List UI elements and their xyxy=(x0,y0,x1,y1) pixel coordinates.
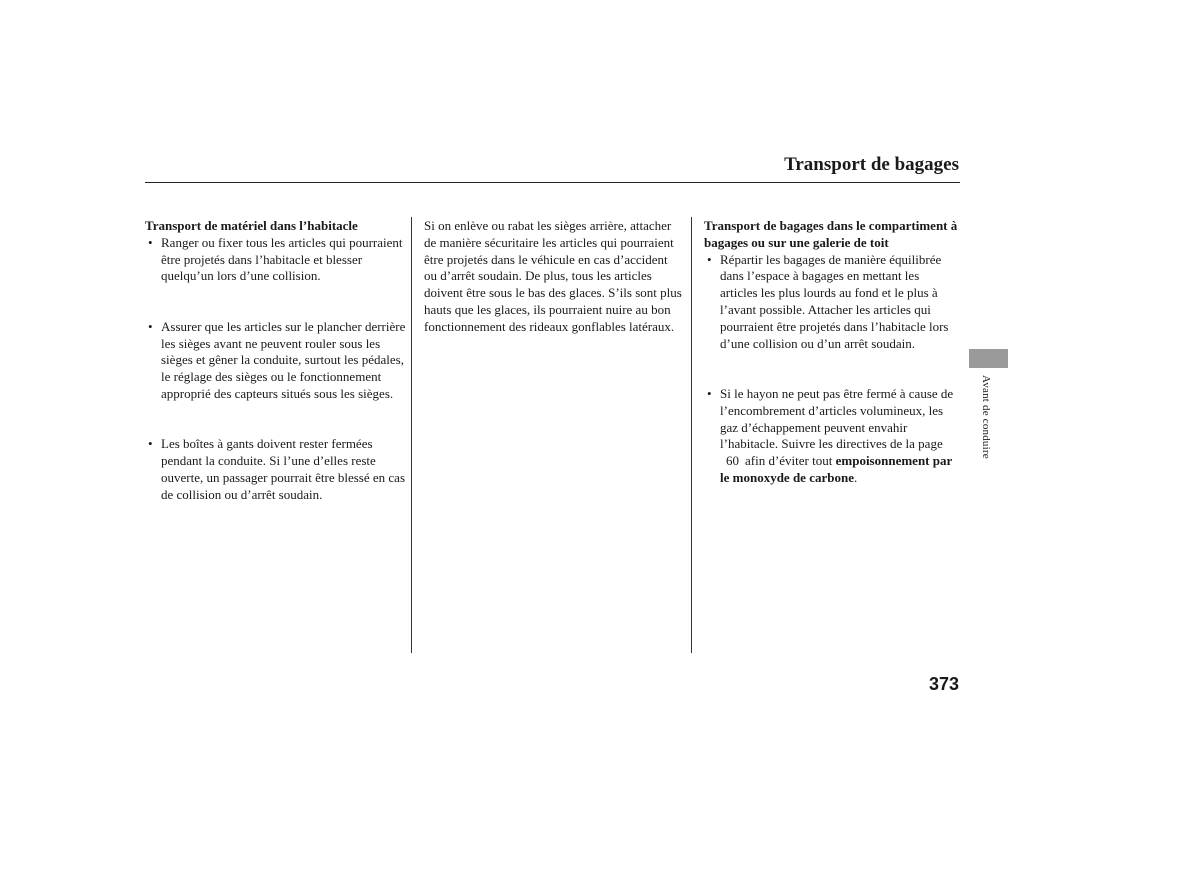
section-tab-marker xyxy=(969,349,1008,368)
bullet-list-cabin xyxy=(145,235,407,504)
list-item-text: Les boîtes à gants doivent rester fermées pendant la conduite. Si l’une d’elles reste ouverte, un passager pourrait être blessé en cas de collision ou d’arrêt soudain. xyxy=(161,436,406,502)
bullet-icon: • xyxy=(707,385,712,401)
list-item xyxy=(145,235,407,285)
list-item-text: Si le hayon ne peut pas être fermé à cause de l’encombrement d’articles volumineux, les gaz d’échappement peuvent envahir l’habitacle. Suivre les directives de la page xyxy=(720,385,954,452)
list-item xyxy=(704,252,960,353)
bullet-icon: • xyxy=(148,436,153,452)
bullet-icon: • xyxy=(707,251,712,267)
column-2 xyxy=(424,218,682,336)
section-heading-cabin: Transport de matériel dans l’habitacle xyxy=(145,218,358,233)
warning-term: empoisonnement par le monoxyde de carbone xyxy=(720,453,953,485)
bullet-icon: • xyxy=(148,318,153,334)
list-item-text: afin d’éviter tout xyxy=(745,453,833,469)
bullet-icon: • xyxy=(148,234,153,250)
column-3 xyxy=(704,218,960,487)
page-reference-link[interactable]: 60 xyxy=(726,453,739,469)
body-paragraph-rear-seats: Si on enlève ou rabat les sièges arrière, attacher de manière sécuritaire les articles qui pourraient être projetés dans le véhicule en cas d’accident ou d’arrêt soudain. De plus, tous les articles doivent être sous le bas des glaces. S’ils sont plus hauts que les glaces, ils pourraient nuire au bon fonctionnement des rideaux gonflables latéraux. xyxy=(424,218,682,334)
column-1 xyxy=(145,218,407,504)
list-item-text: . xyxy=(853,469,858,485)
list-item xyxy=(145,319,407,403)
column-divider-1 xyxy=(411,217,412,653)
list-item xyxy=(704,386,960,487)
section-heading-luggage: Transport de bagages dans le compartiment à bagages ou sur une galerie de toit xyxy=(704,218,958,250)
page-number: 373 xyxy=(928,674,959,694)
bullet-list-luggage xyxy=(704,252,960,487)
list-item-text: Répartir les bagages de manière équilibrée dans l’espace à bagages en mettant les articles les plus lourds au fond et le plus à l’avant possible. Attacher les articles qui pourraient être projetés dans l’habitacle lors d’une collision ou d’un arrêt soudain. xyxy=(720,251,949,351)
section-tab-label: Avant de conduire xyxy=(980,375,992,459)
list-item xyxy=(145,436,407,503)
column-divider-2 xyxy=(691,217,692,653)
list-item-text: Ranger ou fixer tous les articles qui pourraient être projetés dans l’habitacle et blesser quelqu’un lors d’une collision. xyxy=(161,234,403,284)
header-divider xyxy=(145,182,960,183)
list-item-text: Assurer que les articles sur le plancher derrière les sièges avant ne peuvent rouler sous les sièges et gêner la conduite, surtout les pédales, le réglage des sièges ou le fonctionnement approprié des capteurs situés sous les sièges. xyxy=(161,318,406,401)
page-title: Transport de bagages xyxy=(784,154,959,175)
